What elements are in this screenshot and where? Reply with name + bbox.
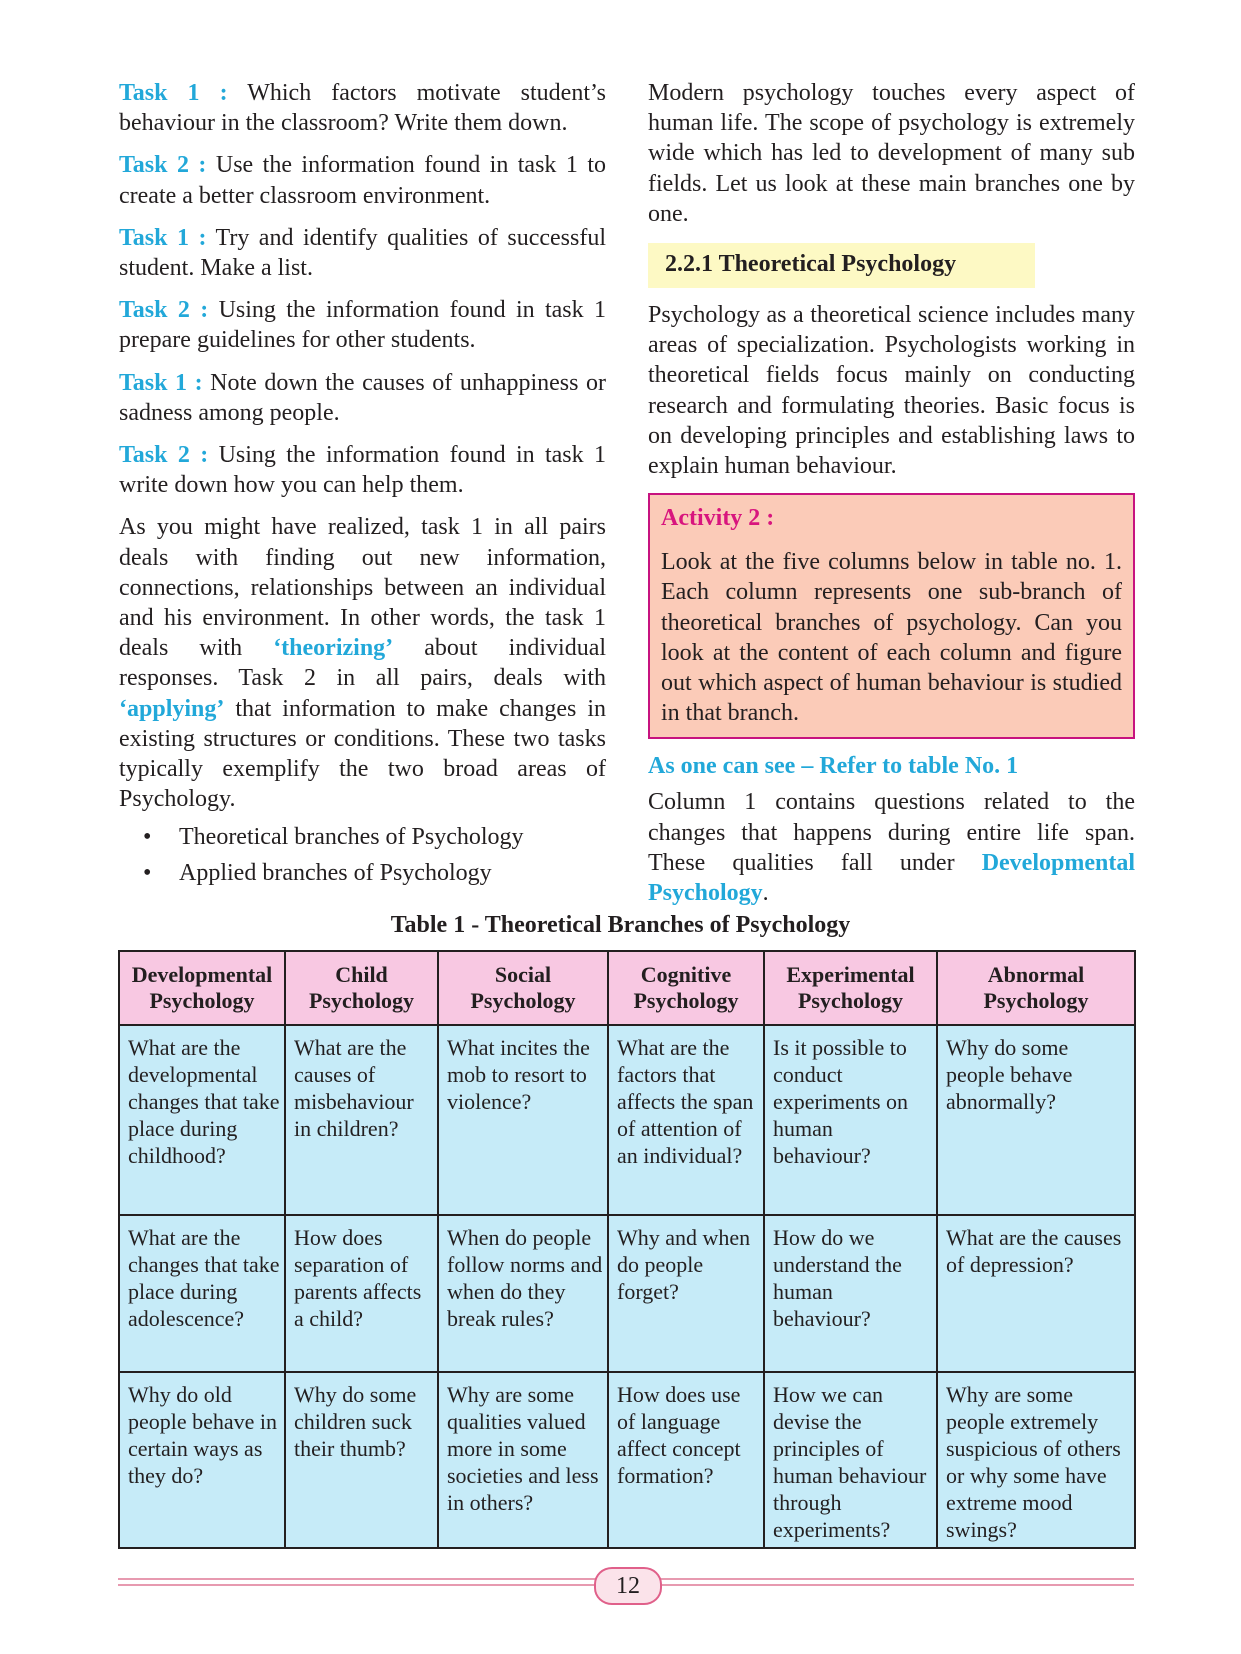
table-cell: When do people follow norms and when do they break rules? (438, 1215, 608, 1372)
column-end: . (762, 880, 769, 907)
table-cell: Is it possible to conduct experiments on human behaviour? (764, 1025, 937, 1215)
section-heading: 2.2.1 Theoretical Psychology (648, 243, 1035, 288)
bullet-icon: • (143, 824, 152, 851)
table-cell: What incites the mob to resort to violence? (438, 1025, 608, 1215)
task-text: Try and identify qualities of successful student. Make a list. (119, 224, 606, 282)
task-label: Task 2 : (119, 152, 207, 179)
table-cell: Why do old people behave in certain ways as they do? (119, 1372, 285, 1548)
bullet-icon: • (143, 860, 152, 887)
explanation-text-3: that information to make changes in existing structures or conditions. These two tasks typically exemplify the two broad areas of Psychology. (119, 695, 606, 813)
right-column (648, 78, 1135, 908)
branches-table (118, 950, 1136, 1549)
explanation-text-2: about individual responses. Task 2 in all pairs, deals with (119, 635, 607, 692)
column-paragraph (648, 787, 1135, 908)
table-cell: What are the changes that take place during adolescence? (119, 1215, 285, 1372)
task-item (119, 295, 606, 355)
table-cell: Why do some children suck their thumb? (285, 1372, 438, 1548)
task-item (119, 150, 606, 210)
column-header: Child Psychology (285, 951, 438, 1025)
column-text: Column 1 contains questions related to the changes that happens during entire life span. These qualities fall under (648, 789, 1135, 876)
table-title: Table 1 - Theoretical Branches of Psychology (390, 912, 851, 938)
table-cell: Why do some people behave abnormally? (937, 1025, 1135, 1215)
table-cell: What are the developmental changes that take place during childhood? (119, 1025, 285, 1215)
table-row (119, 1215, 1135, 1372)
task-item (119, 78, 606, 138)
task-label: Task 1 : (119, 369, 203, 396)
table-cell: Why and when do people forget? (608, 1215, 764, 1372)
column-header: Developmental Psychology (119, 951, 285, 1025)
table-cell: How we can devise the principles of human behaviour through experiments? (764, 1372, 937, 1548)
table-cell: What are the causes of depression? (937, 1215, 1135, 1372)
task-text: Use the information found in task 1 to create a better classroom environment. (119, 152, 607, 209)
task-label: Task 2 : (119, 297, 209, 324)
refer-heading: As one can see – Refer to table No. 1 (648, 753, 1019, 780)
task-label: Task 1 : (119, 224, 207, 251)
activity-title: Activity 2 : (661, 505, 775, 532)
list-item (119, 858, 606, 888)
activity-text: Look at the five columns below in table no. 1. Each column represents one sub-branch of theoretical branches of psychology. Can you look at the content of each column and figure out which aspect of human behaviour is studied in that branch. (661, 549, 1122, 727)
task-text: Using the information found in task 1 prepare guidelines for other students. (119, 297, 606, 354)
task-text: Using the information found in task 1 write down how you can help them. (119, 442, 606, 499)
list-item-text: Theoretical branches of Psychology (179, 824, 524, 851)
task-text: Note down the causes of unhappiness or sadness among people. (119, 369, 607, 426)
task-item (119, 223, 606, 283)
section-paragraph: Psychology as a theoretical science includes many areas of specialization. Psychologists working in theoretical fields focus mainly on conducting research and formulating theories. Basic focus is on developing principles and establishing laws to explain human behaviour. (648, 302, 1135, 480)
column-header: Cognitive Psychology (608, 951, 764, 1025)
table-row (119, 1372, 1135, 1548)
task-label: Task 2 : (119, 442, 209, 469)
column-header: Social Psychology (438, 951, 608, 1025)
explanation-text-1: As you might have realized, task 1 in all pairs deals with finding out new information, connections, relationships between an individual and his environment. In other words, the task 1 deals with (119, 514, 606, 662)
task-item (119, 440, 606, 500)
explanation-paragraph (119, 512, 606, 814)
developmental-term: Developmental Psychology (648, 849, 1135, 907)
column-header: Experimental Psychology (764, 951, 937, 1025)
task-text: Which factors motivate student’s behaviour in the classroom? Write them down. (119, 80, 606, 137)
table-cell: How does use of language affect concept formation? (608, 1372, 764, 1548)
table-header-row (119, 951, 1135, 1025)
table-cell: What are the factors that affects the span of attention of an individual? (608, 1025, 764, 1215)
table-cell: Why are some qualities valued more in some societies and less in others? (438, 1372, 608, 1548)
table-row (119, 1025, 1135, 1215)
table-cell: How do we understand the human behaviour? (764, 1215, 937, 1372)
activity-box (648, 493, 1135, 739)
list-item (119, 822, 606, 852)
table-cell: How does separation of parents affects a child? (285, 1215, 438, 1372)
list-item-text: Applied branches of Psychology (179, 860, 492, 887)
page-footer (118, 1555, 1134, 1605)
left-column (119, 78, 606, 894)
branches-list (119, 822, 606, 888)
applying-term: ‘applying’ (119, 695, 225, 722)
task-item (119, 368, 606, 428)
theorizing-term: ‘theorizing’ (273, 635, 394, 662)
page-number: 12 (594, 1567, 662, 1605)
table-cell: Why are some people extremely suspicious of others or why some have extreme mood swings? (937, 1372, 1135, 1548)
table-cell: What are the causes of misbehaviour in children? (285, 1025, 438, 1215)
task-label: Task 1 : (119, 80, 228, 106)
intro-paragraph: Modern psychology touches every aspect of human life. The scope of psychology is extremely wide which has led to development of many sub fields. Let us look at these main branches one by one. (648, 80, 1135, 227)
column-header: Abnormal Psychology (937, 951, 1135, 1025)
